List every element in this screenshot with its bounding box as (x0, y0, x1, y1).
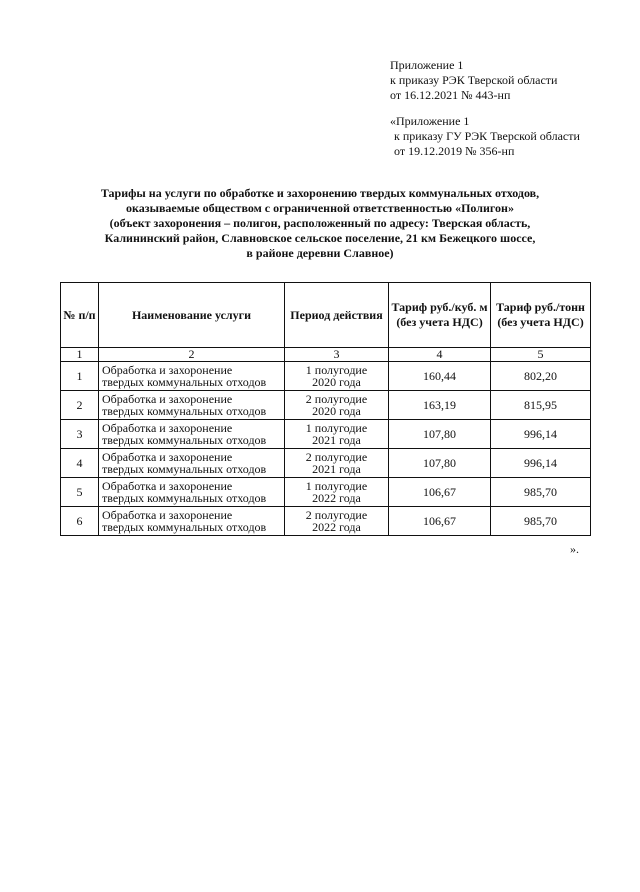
appendix-current-line: от 16.12.2021 № 443-нп (390, 88, 511, 102)
header-text: Период (290, 307, 331, 322)
cell-num: 2 (61, 391, 99, 420)
cell-tariff-m3: 160,44 (389, 362, 491, 391)
header-text: Наименование (131, 307, 212, 322)
column-number-row (61, 348, 591, 362)
cell-tariff-m3: 163,19 (389, 391, 491, 420)
column-number: 5 (491, 348, 591, 362)
cell-tariff-m3: 106,67 (389, 507, 491, 536)
title-line: Калининский район, Славновское сельское поселение, 21 км Бежецкого шоссе, (104, 231, 536, 245)
cell-period (285, 449, 389, 478)
cell-text: 2 полугодие (305, 508, 368, 522)
cell-period (285, 362, 389, 391)
cell-text: твердых коммунальных отходов (102, 433, 267, 447)
cell-text: Обработка и захоронение (102, 421, 233, 435)
cell-tariff-m3: 106,67 (389, 478, 491, 507)
cell-text: Обработка и захоронение (102, 392, 233, 406)
cell-num: 3 (61, 420, 99, 449)
cell-text: 1 полугодие (305, 421, 368, 435)
cell-tariff-ton: 802,20 (491, 362, 591, 391)
tariff-table (60, 282, 591, 536)
cell-text: Обработка и захоронение (102, 363, 233, 377)
document-title (60, 186, 580, 261)
header-text: руб./тонн (534, 300, 585, 314)
header-text: (без учета НДС) (396, 315, 483, 329)
cell-text: 2022 года (312, 491, 361, 505)
cell-num: 5 (61, 478, 99, 507)
table-header-row (61, 283, 591, 348)
column-number: 4 (389, 348, 491, 362)
title-line: Тарифы на услуги по обработке и захоронению твердых коммунальных отходов, (100, 186, 540, 200)
header-text: руб./куб. м (430, 300, 488, 314)
cell-period (285, 507, 389, 536)
appendix-previous-reference (390, 114, 580, 159)
title-line: оказываемые обществом с ограниченной ответственностью «Полигон» (126, 201, 514, 215)
cell-text: 2020 года (312, 375, 361, 389)
cell-num: 1 (61, 362, 99, 391)
header-tariff-per-ton (491, 283, 591, 348)
column-number: 2 (99, 348, 285, 362)
closing-quote-mark: ». (570, 542, 579, 556)
cell-service (99, 478, 285, 507)
cell-tariff-ton: 815,95 (491, 391, 591, 420)
header-service (99, 283, 285, 348)
cell-service (99, 420, 285, 449)
table-row (61, 391, 591, 420)
header-period (285, 283, 389, 348)
appendix-current-line: Приложение 1 (390, 58, 464, 72)
appendix-current-line: к приказу РЭК Тверской области (390, 73, 558, 87)
appendix-previous-line: к приказу ГУ РЭК Тверской области (394, 129, 580, 143)
cell-text: твердых коммунальных отходов (102, 462, 267, 476)
cell-tariff-ton: 985,70 (491, 507, 591, 536)
header-text: п/п (78, 307, 96, 322)
cell-text: твердых коммунальных отходов (102, 404, 267, 418)
cell-text: Обработка и захоронение (102, 508, 233, 522)
header-text: Тариф (391, 300, 428, 314)
cell-text: Обработка и захоронение (102, 450, 233, 464)
cell-text: 2021 года (312, 462, 361, 476)
table-row (61, 449, 591, 478)
cell-tariff-ton: 996,14 (491, 449, 591, 478)
cell-text: 2 полугодие (305, 392, 368, 406)
cell-num: 4 (61, 449, 99, 478)
cell-text: твердых коммунальных отходов (102, 520, 267, 534)
cell-service (99, 362, 285, 391)
table-row (61, 507, 591, 536)
appendix-current-reference (390, 58, 557, 103)
cell-text: твердых коммунальных отходов (102, 491, 267, 505)
table-row (61, 478, 591, 507)
table-row (61, 420, 591, 449)
cell-text: 1 полугодие (305, 479, 368, 493)
cell-text: Обработка и захоронение (102, 479, 233, 493)
header-tariff-per-m3 (389, 283, 491, 348)
cell-tariff-m3: 107,80 (389, 449, 491, 478)
cell-num: 6 (61, 507, 99, 536)
cell-service (99, 391, 285, 420)
cell-text: 1 полугодие (305, 363, 368, 377)
cell-period (285, 420, 389, 449)
column-number: 3 (285, 348, 389, 362)
cell-period (285, 478, 389, 507)
title-line: (объект захоронения – полигон, расположенный по адресу: Тверская область, (109, 216, 531, 230)
cell-service (99, 507, 285, 536)
appendix-previous-line: от 19.12.2019 № 356-нп (394, 144, 515, 158)
appendix-previous-line: «Приложение 1 (390, 114, 470, 128)
table-row (61, 362, 591, 391)
header-text: (без учета НДС) (497, 315, 584, 329)
header-text: действия (333, 307, 383, 322)
header-text: № (63, 307, 76, 322)
title-line: в районе деревни Славное) (246, 246, 394, 260)
cell-period (285, 391, 389, 420)
cell-text: твердых коммунальных отходов (102, 375, 267, 389)
cell-service (99, 449, 285, 478)
cell-text: 2020 года (312, 404, 361, 418)
cell-tariff-ton: 985,70 (491, 478, 591, 507)
cell-tariff-m3: 107,80 (389, 420, 491, 449)
header-text: Тариф (496, 300, 532, 314)
cell-text: 2021 года (312, 433, 361, 447)
cell-text: 2022 года (312, 520, 361, 534)
header-text: услуги (214, 307, 252, 322)
header-num (61, 283, 99, 348)
column-number: 1 (61, 348, 99, 362)
cell-tariff-ton: 996,14 (491, 420, 591, 449)
cell-text: 2 полугодие (305, 450, 368, 464)
